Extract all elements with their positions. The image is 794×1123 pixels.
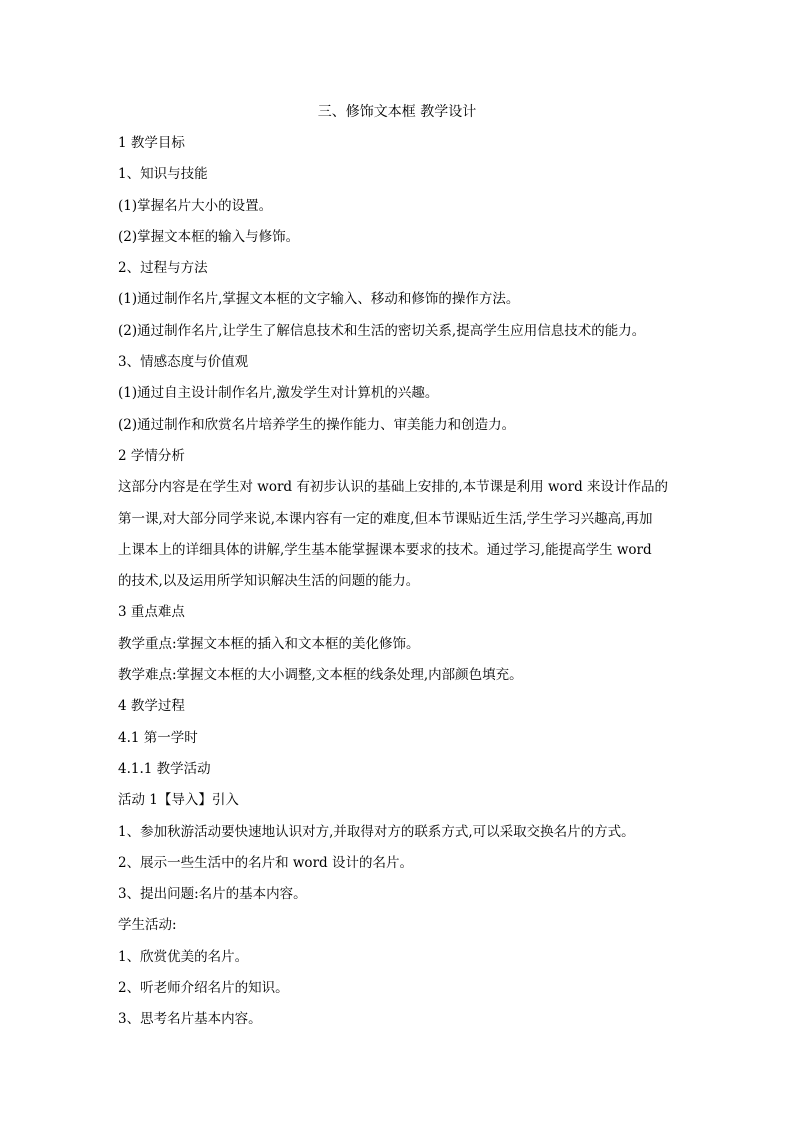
paragraph-line: 第一课,对大部分同学来说,本课内容有一定的难度,但本节课贴近生活,学生学习兴趣高,再加 — [118, 510, 653, 527]
subsection-heading: 2、过程与方法 — [118, 260, 208, 277]
section-heading: 2 学情分析 — [118, 447, 185, 464]
text-line: 教学重点:掌握文本框的插入和文本框的美化修饰。 — [118, 635, 420, 652]
subsection-heading: 1、知识与技能 — [118, 166, 208, 183]
subsection-heading: 3、情感态度与价值观 — [118, 354, 249, 371]
document-body — [118, 132, 678, 1040]
list-item: 2、展示一些生活中的名片和 word 设计的名片。 — [118, 854, 413, 871]
list-item: (1)通过制作名片,掌握文本框的文字输入、移动和修饰的操作方法。 — [118, 291, 520, 308]
text-line: 学生活动: — [118, 917, 177, 934]
paragraph-line: 上课本上的详细具体的讲解,学生基本能掌握课本要求的技术。通过学习,能提高学生 word — [118, 541, 652, 558]
list-item: (1)掌握名片大小的设置。 — [118, 197, 273, 214]
list-item: (1)通过自主设计制作名片,激发学生对计算机的兴趣。 — [118, 385, 439, 402]
list-item: 3、思考名片基本内容。 — [118, 1011, 262, 1028]
document-title: 三、修饰文本框 教学设计 — [317, 104, 477, 120]
list-item: (2)掌握文本框的输入与修饰。 — [118, 228, 300, 245]
activity-heading: 活动 1【导入】引入 — [118, 792, 239, 809]
paragraph-line: 这部分内容是在学生对 word 有初步认识的基础上安排的,本节课是利用 word 来设计作品的 — [118, 479, 669, 496]
list-item: 2、听老师介绍名片的知识。 — [118, 980, 289, 997]
subsection-heading: 4.1 第一学时 — [118, 729, 198, 746]
list-item: 1、欣赏优美的名片。 — [118, 948, 249, 965]
list-item: 1、参加秋游活动要快速地认识对方,并取得对方的联系方式,可以采取交换名片的方式。 — [118, 823, 635, 840]
section-heading: 4 教学过程 — [118, 698, 185, 715]
section-heading: 3 重点难点 — [118, 604, 185, 621]
list-item: 3、提出问题:名片的基本内容。 — [118, 886, 307, 903]
paragraph-line: 的技术,以及运用所学知识解决生活的问题的能力。 — [118, 573, 420, 590]
text-line: 教学难点:掌握文本框的大小调整,文本框的线条处理,内部颜色填充。 — [118, 667, 523, 684]
section-heading: 1 教学目标 — [118, 135, 185, 151]
subsection-heading: 4.1.1 教学活动 — [118, 760, 211, 777]
list-item: (2)通过制作名片,让学生了解信息技术和生活的密切关系,提高学生应用信息技术的能力。 — [118, 322, 646, 339]
list-item: (2)通过制作和欣赏名片培养学生的操作能力、审美能力和创造力。 — [118, 416, 516, 433]
